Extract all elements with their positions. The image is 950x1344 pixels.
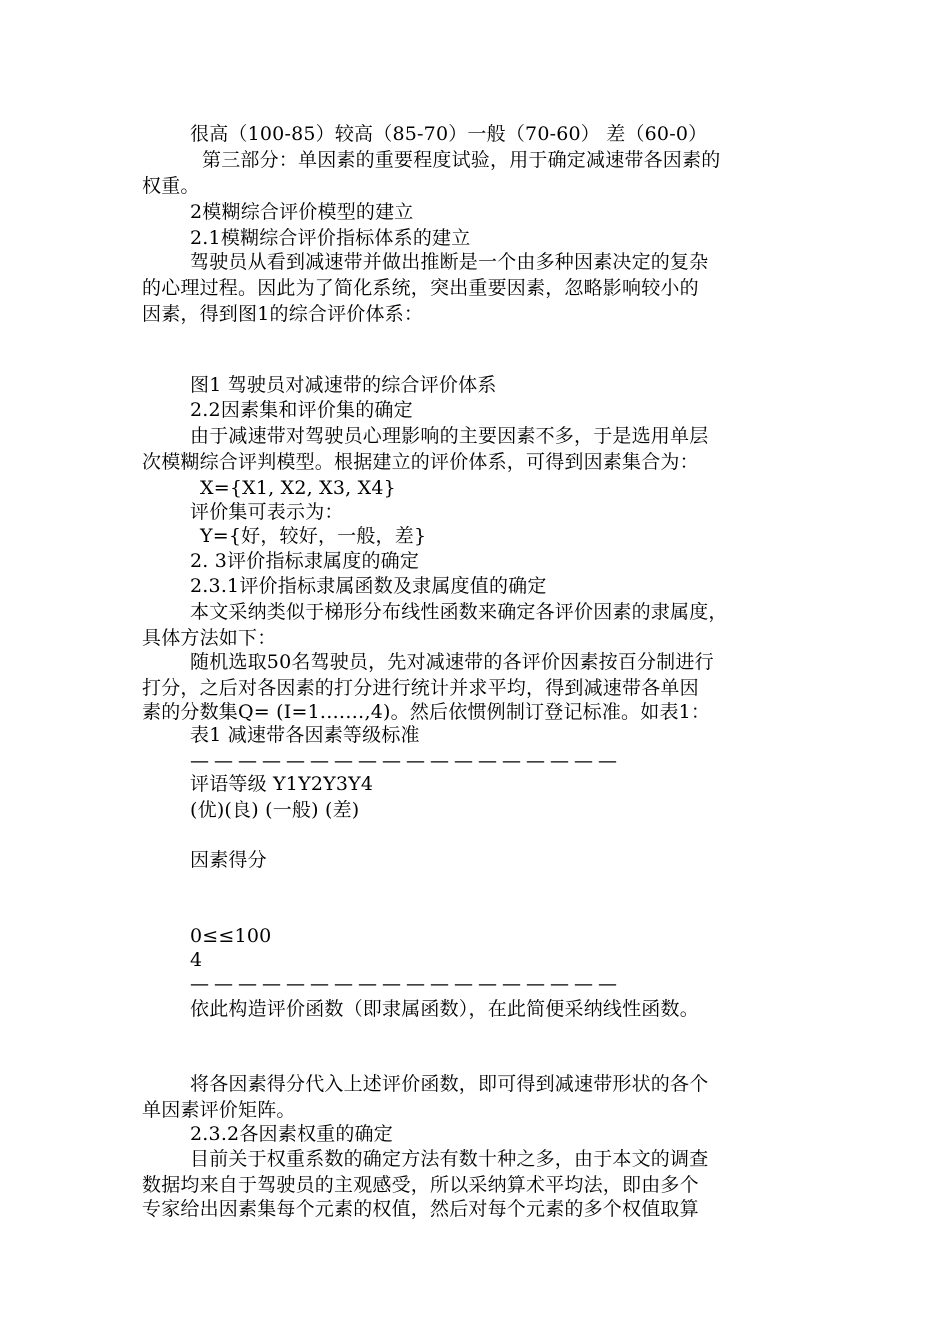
subsection-heading: 2.2因素集和评价集的确定	[190, 399, 413, 421]
paragraph-line: 本文采纳类似于梯形分布线性函数来确定各评价因素的隶属度，	[190, 601, 728, 623]
paragraph-line: 将各因素得分代入上述评价函数，即可得到减速带形状的各个	[190, 1073, 709, 1095]
paragraph-line: 专家给出因素集每个元素的权值，然后对每个元素的多个权值取算	[142, 1198, 699, 1220]
paragraph-line: 的心理过程。因此为了简化系统，突出重要因素，忽略影响较小的	[142, 277, 699, 299]
subsection-heading: 2. 3评价指标隶属度的确定	[190, 550, 420, 572]
paragraph-line: 驾驶员从看到减速带并做出推断是一个由多种因素决定的复杂	[190, 251, 709, 273]
paragraph-line: 因素，得到图1的综合评价体系：	[142, 303, 424, 325]
paragraph-line: 素的分数集Q= (I=1.……,4)。然后依惯例制订登记标准。如表1：	[142, 701, 711, 723]
paragraph-line: 第三部分：单因素的重要程度试验，用于确定减速带各因素的	[202, 149, 721, 171]
paragraph-line: 依此构造评价函数（即隶属函数），在此简便采纳线性函数。	[190, 998, 699, 1020]
subsection-heading: 2.1模糊综合评价指标体系的建立	[190, 227, 471, 249]
paragraph-line: 具体方法如下：	[142, 627, 277, 649]
grade-levels-line: 很高（100-85）较高（85-70）一般（70-60） 差（60-0）	[190, 123, 708, 145]
paragraph-line: 随机选取50名驾驶员，先对减速带的各评价因素按百分制进行	[190, 651, 714, 673]
paragraph-line: 目前关于权重系数的确定方法有数十种之多，由于本文的调查	[190, 1148, 709, 1170]
paragraph-line: 评价集可表示为：	[190, 501, 344, 523]
subsection-heading: 2.3.1评价指标隶属函数及隶属度值的确定	[190, 575, 547, 597]
paragraph-line: 打分，之后对各因素的打分进行统计并求平均，得到减速带各单因	[142, 677, 699, 699]
table-caption: 表1 减速带各因素等级标准	[190, 724, 420, 746]
table-rule-bottom: ——————————————————	[190, 973, 622, 995]
paragraph-line: 由于减速带对驾驶员心理影响的主要因素不多，于是选用单层	[190, 425, 709, 447]
table-header-row: 评语等级 Y1Y2Y3Y4	[190, 773, 374, 795]
paragraph-line: 次模糊综合评判模型。根据建立的评价体系，可得到因素集合为：	[142, 451, 699, 473]
paragraph-line: 数据均来自于驾驶员的主观感受，所以采纳算术平均法，即由多个	[142, 1174, 699, 1196]
table-rule-top: ——————————————————	[190, 750, 622, 772]
subsection-heading: 2.3.2各因素权重的确定	[190, 1123, 393, 1145]
table-cell: 4	[190, 949, 203, 971]
figure-caption: 图1 驾驶员对减速带的综合评价体系	[190, 374, 497, 396]
paragraph-line: 单因素评价矩阵。	[142, 1099, 296, 1121]
paragraph-line: 权重。	[142, 175, 200, 197]
table-cell: 0≤≤100	[190, 925, 272, 947]
formula-factor-set: X={X1, X2, X3, X4}	[200, 477, 396, 499]
formula-evaluation-set: Y={好，较好，一般，差}	[200, 525, 427, 547]
table-header-row: (优)(良) (一般) (差)	[190, 799, 360, 821]
table-row-label: 因素得分	[190, 849, 267, 871]
section-heading: 2模糊综合评价模型的建立	[190, 201, 414, 223]
